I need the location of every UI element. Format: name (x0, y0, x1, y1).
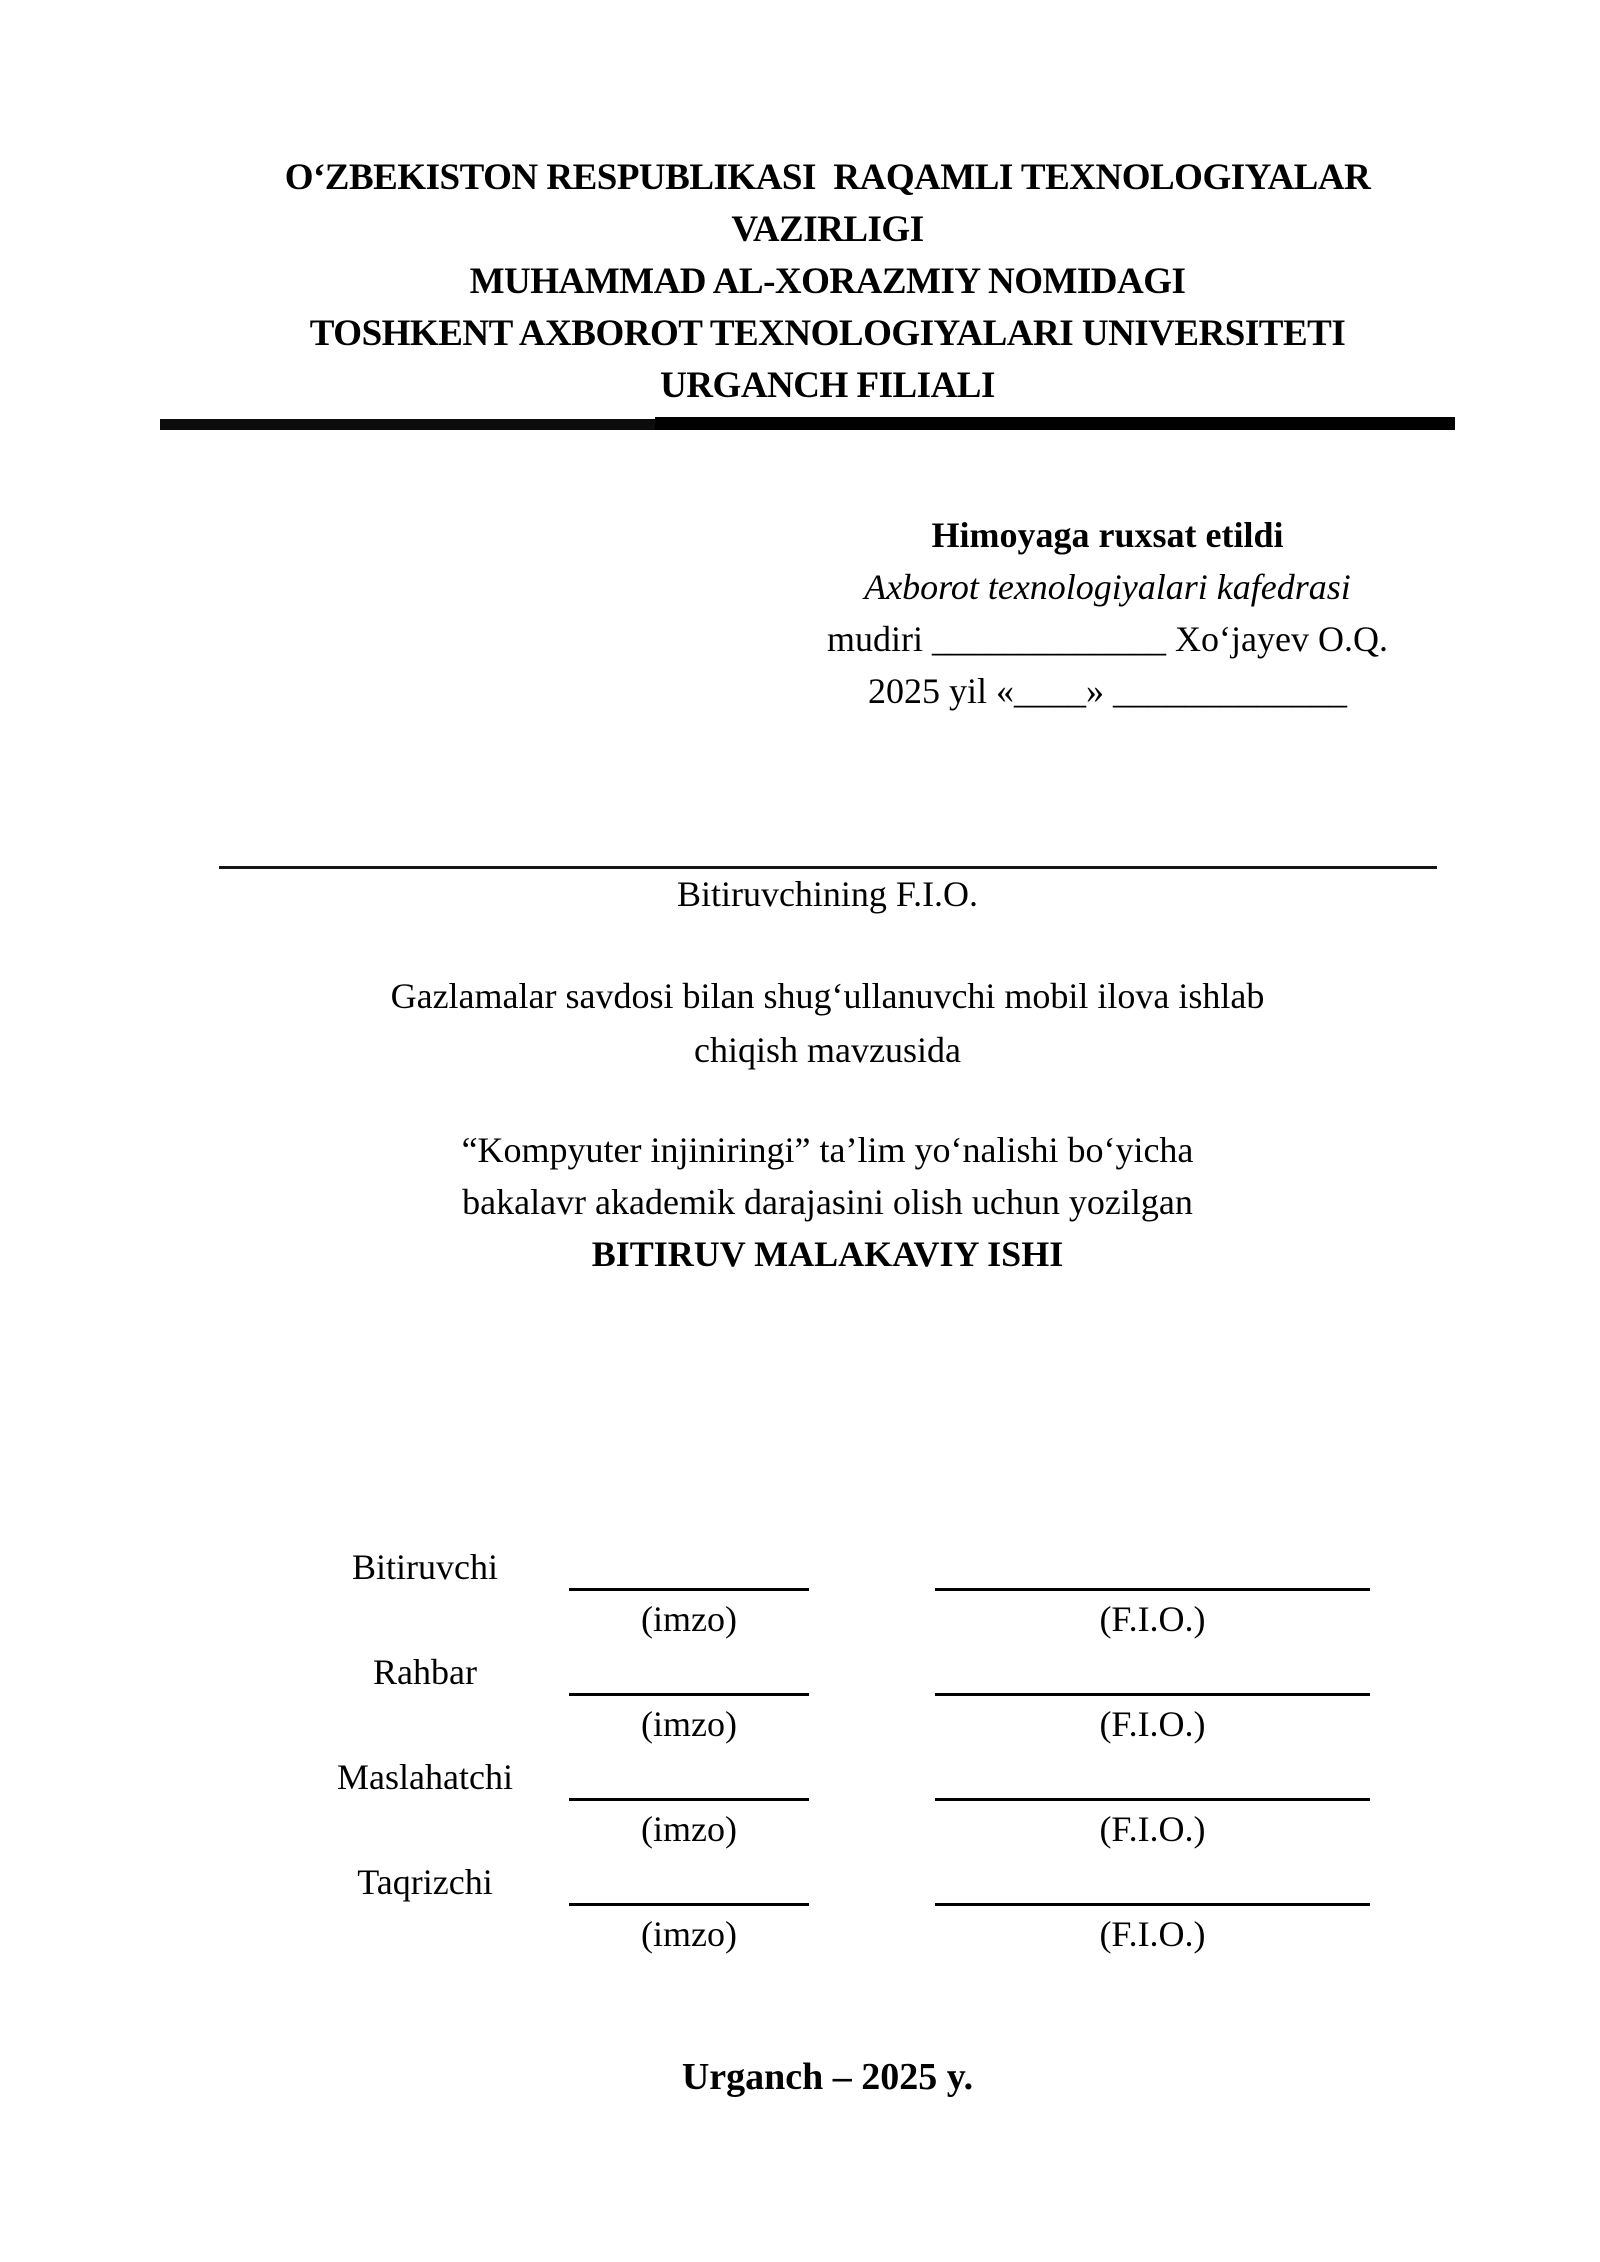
signature-blank-line (569, 1693, 809, 1696)
approval-block (800, 509, 1415, 717)
approval-date-line: 2025 yil «____» _____________ (867, 671, 1347, 711)
fio-caption: (F.I.O.) (1099, 1809, 1206, 1849)
graduate-name-caption: Bitiruvchining F.I.O. (676, 874, 979, 914)
graduate-name-underline (219, 866, 1437, 869)
city-year-footer: Urganch – 2025 y. (681, 2056, 974, 2098)
header-line-branch: URGANCH FILIALI (660, 365, 995, 406)
fio-caption: (F.I.O.) (1099, 1704, 1206, 1744)
divider-bar-left-segment (160, 419, 655, 430)
fio-blank-line (935, 1798, 1370, 1801)
signature-role-label: Taqrizchi (357, 1862, 493, 1902)
imzo-caption: (imzo) (641, 1914, 737, 1954)
fio-blank-line (935, 1903, 1370, 1906)
fio-caption: (F.I.O.) (1099, 1599, 1206, 1639)
approval-head-signature-line: mudiri _____________ Xo‘jayev O.Q. (827, 619, 1388, 659)
ministry-header (220, 152, 1435, 412)
signature-role-label: Rahbar (373, 1652, 477, 1692)
signature-blank-line (569, 1588, 809, 1591)
thesis-topic-line-2: chiqish mavzusida (694, 1030, 961, 1070)
work-title: BITIRUV MALAKAVIY ISHI (591, 1234, 1064, 1274)
header-line-vazirligi: VAZIRLIGI (731, 209, 924, 250)
divider-bar-right-segment (655, 417, 1455, 430)
imzo-caption: (imzo) (641, 1704, 737, 1744)
signature-row-consultant (220, 1758, 1380, 1863)
signature-role-label: Maslahatchi (337, 1757, 513, 1797)
signature-role-label: Bitiruvchi (352, 1547, 498, 1587)
approval-department: Axborot texnologiyalari kafedrasi (864, 567, 1351, 607)
qualification-line-2: bakalavr akademik darajasini olish uchun yozilgan (462, 1182, 1193, 1222)
signature-row-reviewer (220, 1863, 1380, 1968)
thesis-topic (220, 969, 1435, 1077)
signature-row-supervisor (220, 1653, 1380, 1758)
approval-title: Himoyaga ruxsat etildi (931, 515, 1284, 555)
signature-blank-line (569, 1903, 809, 1906)
header-line-university: TOSHKENT AXBOROT TEXNOLOGIYALARI UNIVERSITETI (309, 313, 1346, 354)
header-line-named-after: MUHAMMAD AL-XORAZMIY NOMIDAGI (469, 261, 1186, 302)
signature-row-graduate (220, 1548, 1380, 1653)
signature-table (220, 1548, 1380, 1968)
fio-blank-line (935, 1693, 1370, 1696)
header-line-ministry: O‘ZBEKISTON RESPUBLIKASI RAQAMLI TEXNOLOGIYALAR (284, 157, 1371, 198)
signature-blank-line (569, 1798, 809, 1801)
imzo-caption: (imzo) (641, 1599, 737, 1639)
fio-blank-line (935, 1588, 1370, 1591)
qualification-block (220, 1124, 1435, 1280)
thesis-topic-line-1: Gazlamalar savdosi bilan shug‘ullanuvchi mobil ilova ishlab (390, 976, 1265, 1016)
fio-caption: (F.I.O.) (1099, 1914, 1206, 1954)
qualification-line-1: “Kompyuter injiniringi” ta’lim yo‘nalishi bo‘yicha (461, 1130, 1194, 1170)
imzo-caption: (imzo) (641, 1809, 737, 1849)
